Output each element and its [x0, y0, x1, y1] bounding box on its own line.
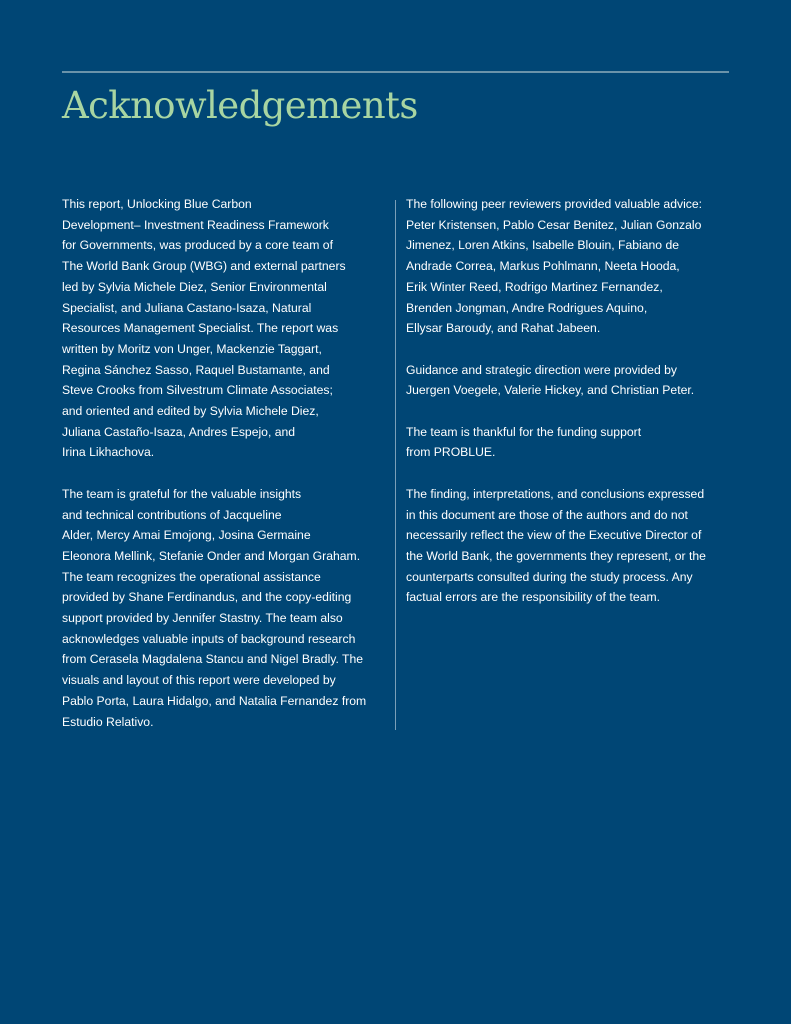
text-line: Regina Sánchez Sasso, Raquel Bustamante, and	[62, 362, 330, 377]
right-column	[406, 194, 736, 629]
text-line: Resources Management Specialist. The report was	[62, 321, 339, 336]
funding-paragraph	[406, 422, 736, 463]
disclaimer-paragraph	[406, 484, 736, 608]
text-line: Jimenez, Loren Atkins, Isabelle Blouin, Fabiano de	[406, 238, 680, 253]
text-line: The finding, interpretations, and conclusions expressed	[406, 486, 705, 501]
text-line: Steve Crooks from Silvestrum Climate Associates;	[62, 383, 333, 398]
column-divider	[395, 200, 396, 730]
text-line: Alder, Mercy Amai Emojong, Josina Germaine	[62, 528, 311, 543]
text-line: The team is thankful for the funding support	[406, 424, 642, 439]
text-line: Pablo Porta, Laura Hidalgo, and Natalia Fernandez from	[62, 693, 367, 708]
text-line: Ellysar Baroudy, and Rahat Jabeen.	[406, 321, 601, 336]
text-line: Juergen Voegele, Valerie Hickey, and Christian Peter.	[406, 383, 695, 398]
text-line: and oriented and edited by Sylvia Michele Diez,	[62, 404, 319, 419]
text-line: visuals and layout of this report were developed by	[62, 673, 336, 688]
text-line: led by Sylvia Michele Diez, Senior Environmental	[62, 279, 327, 294]
peer-reviewers-paragraph	[406, 194, 736, 339]
text-line: in this document are those of the authors and do not	[406, 507, 688, 522]
text-line: Eleonora Mellink, Stefanie Onder and Morgan Graham.	[62, 548, 361, 563]
text-line: The World Bank Group (WBG) and external partners	[62, 259, 346, 274]
page-title: Acknowledgements	[62, 84, 418, 127]
left-column	[62, 194, 386, 753]
text-line: the World Bank, the governments they represent, or the	[406, 548, 706, 563]
text-line: Juliana Castaño-Isaza, Andres Espejo, and	[62, 424, 296, 439]
text-line: provided by Shane Ferdinandus, and the copy-editing	[62, 590, 352, 605]
text-line: and technical contributions of Jacqueline	[62, 507, 282, 522]
text-line: Andrade Correa, Markus Pohlmann, Neeta Hooda,	[406, 259, 680, 274]
text-line: counterparts consulted during the study process. Any	[406, 569, 693, 584]
text-line: Estudio Relativo.	[62, 714, 154, 729]
text-line: necessarily reflect the view of the Executive Director of	[406, 528, 702, 543]
text-line: Erik Winter Reed, Rodrigo Martinez Fernandez,	[406, 279, 663, 294]
text-line: Brenden Jongman, Andre Rodrigues Aquino,	[406, 300, 648, 315]
text-line: acknowledges valuable inputs of background research	[62, 631, 356, 646]
text-line: Development– Investment Readiness Framework	[62, 217, 329, 232]
contributors-paragraph	[62, 484, 386, 732]
text-line: for Governments, was produced by a core team of	[62, 238, 333, 253]
credits-paragraph	[62, 194, 386, 463]
text-line: from PROBLUE.	[406, 445, 496, 460]
text-line: written by Moritz von Unger, Mackenzie Taggart,	[62, 341, 322, 356]
top-rule	[62, 71, 729, 73]
text-line: Guidance and strategic direction were provided by	[406, 362, 677, 377]
text-line: factual errors are the responsibility of the team.	[406, 590, 661, 605]
text-line: Specialist, and Juliana Castano-Isaza, Natural	[62, 300, 312, 315]
text-line: from Cerasela Magdalena Stancu and Nigel Bradly. The	[62, 652, 364, 667]
text-line: The team is grateful for the valuable insights	[62, 486, 302, 501]
text-line: Peter Kristensen, Pablo Cesar Benitez, Julian Gonzalo	[406, 217, 702, 232]
text-line: The team recognizes the operational assistance	[62, 569, 321, 584]
text-line: This report, Unlocking Blue Carbon	[62, 197, 252, 211]
text-line: Irina Likhachova.	[62, 445, 155, 460]
guidance-paragraph	[406, 360, 736, 401]
text-line: The following peer reviewers provided valuable advice:	[406, 197, 703, 211]
text-line: support provided by Jennifer Stastny. The team also	[62, 611, 343, 626]
